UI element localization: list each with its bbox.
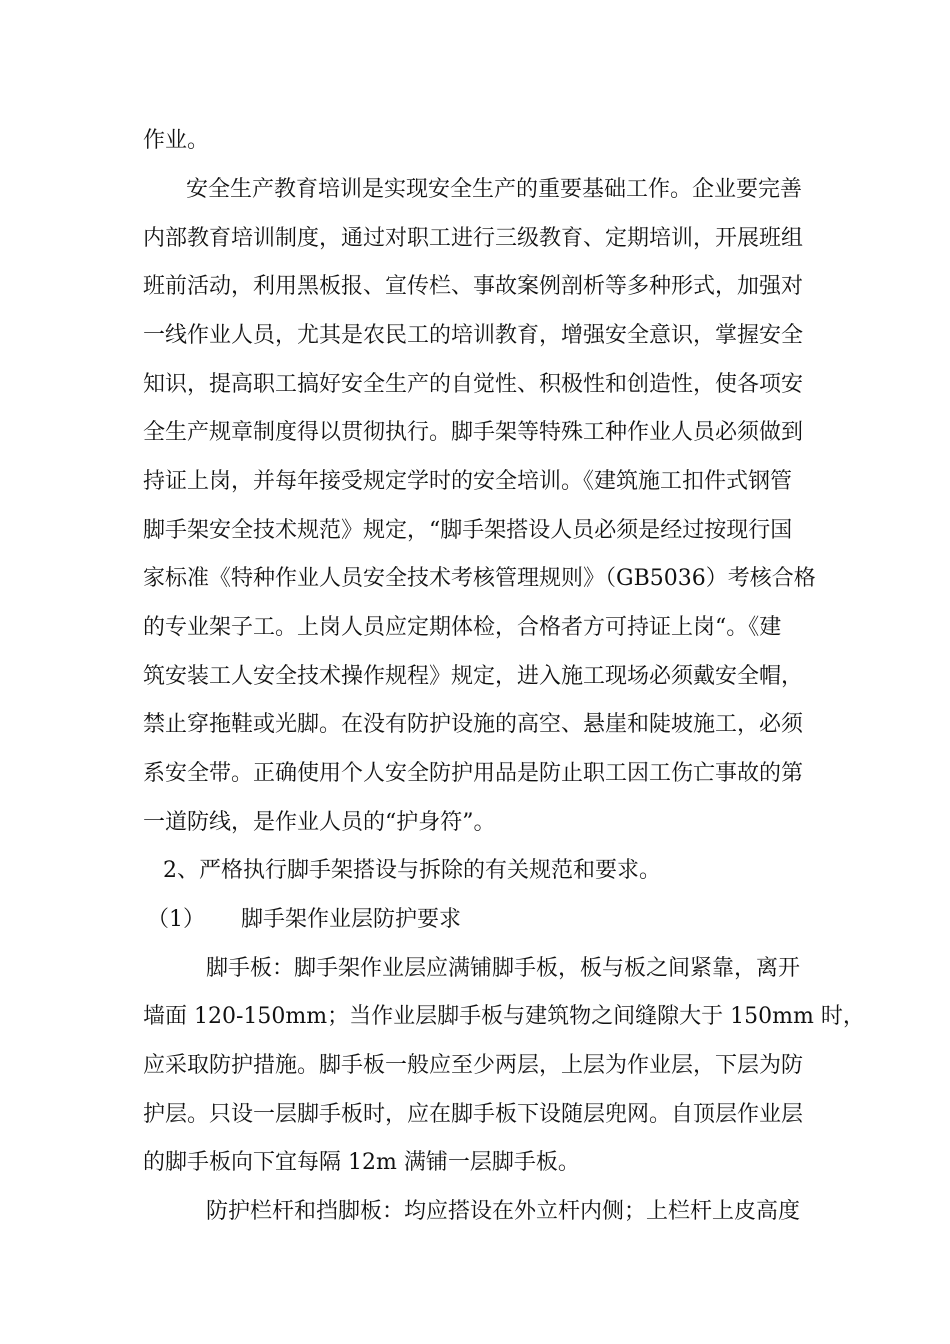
subsection-heading xyxy=(147,905,461,935)
paragraph-line: 脚手架安全技术规范》规定，“脚手架搭设人员必须是经过按现行国 xyxy=(143,518,793,543)
paragraph-line: 应采取防护措施。脚手板一般应至少两层，上层为作业层，下层为防 xyxy=(143,1053,804,1078)
paragraph-line: 禁止穿拖鞋或光脚。在没有防护设施的高空、悬崖和陡坡施工，必须 xyxy=(143,712,804,737)
paragraph-line: 知识，提高职工搞好安全生产的自觉性、积极性和创造性，使各项安 xyxy=(143,372,804,397)
paragraph-line: 系安全带。正确使用个人安全防护用品是防止职工因工伤亡事故的第 xyxy=(143,761,804,786)
section-heading: 2、严格执行脚手架搭设与拆除的有关规范和要求。 xyxy=(163,858,661,883)
subsection-number: （1） xyxy=(147,907,205,932)
paragraph-line: 作业。 xyxy=(143,128,210,153)
paragraph-line: 护层。只设一层脚手板时，应在脚手板下设随层兜网。自顶层作业层 xyxy=(143,1102,804,1127)
paragraph-line: 安全生产教育培训是实现安全生产的重要基础工作。企业要完善 xyxy=(186,177,803,202)
paragraph-line: 持证上岗，并每年接受规定学时的安全培训。《建筑施工扣件式钢管 xyxy=(143,469,793,494)
paragraph-line: 一道防线，是作业人员的“护身符”。 xyxy=(143,810,496,835)
subsection-title: 脚手架作业层防护要求 xyxy=(241,907,462,932)
paragraph-line: 的脚手板向下宜每隔 12m 满铺一层脚手板。 xyxy=(143,1150,580,1175)
paragraph-line: 内部教育培训制度，通过对职工进行三级教育、定期培训，开展班组 xyxy=(143,226,804,251)
paragraph-line: 一线作业人员，尤其是农民工的培训教育，增强安全意识，掌握安全 xyxy=(143,323,804,348)
paragraph-line: 全生产规章制度得以贯彻执行。脚手架等特殊工种作业人员必须做到 xyxy=(143,420,804,445)
paragraph-line: 班前活动，利用黑板报、宣传栏、事故案例剖析等多种形式，加强对 xyxy=(143,274,804,299)
paragraph-line: 脚手板：脚手架作业层应满铺脚手板，板与板之间紧靠，离开 xyxy=(206,956,801,981)
paragraph-line: 墙面 120-150mm；当作业层脚手板与建筑物之间缝隙大于 150mm 时， xyxy=(143,1004,865,1029)
paragraph-line: 防护栏杆和挡脚板：均应搭设在外立杆内侧；上栏杆上皮高度 xyxy=(206,1199,801,1224)
paragraph-line: 家标准《特种作业人员安全技术考核管理规则》（GB5036）考核合格 xyxy=(143,566,816,591)
paragraph-line: 的专业架子工。上岗人员应定期体检，合格者方可持证上岗“。《建 xyxy=(143,615,782,640)
paragraph-line: 筑安装工人安全技术操作规程》规定，进入施工现场必须戴安全帽， xyxy=(143,664,804,689)
